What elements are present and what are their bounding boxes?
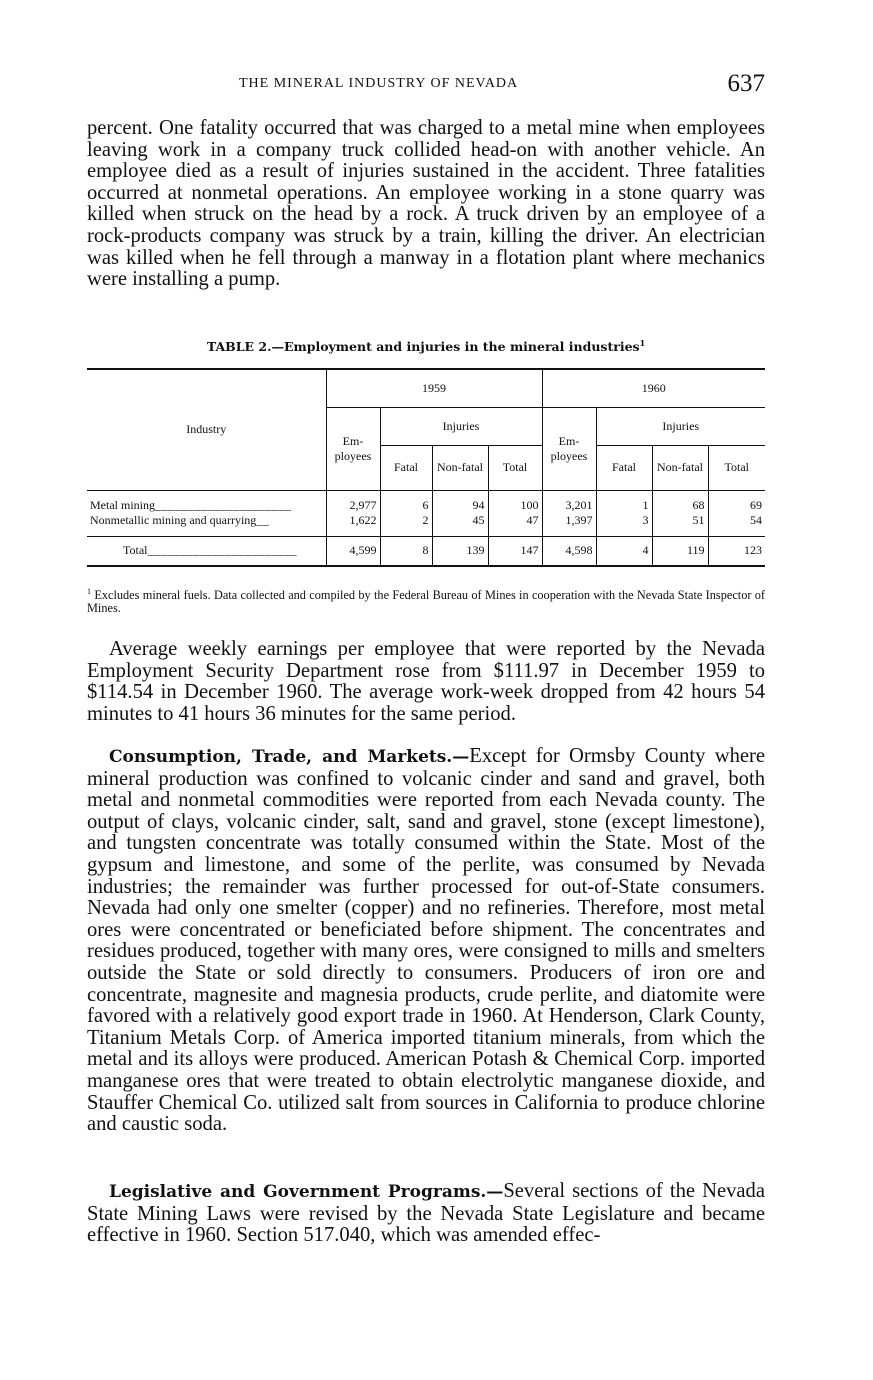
paragraph-consumption [87, 746, 765, 1136]
cell: 1,397 [542, 513, 596, 528]
cell: 2 [380, 513, 432, 528]
table-row-total [87, 536, 765, 566]
cell: 68 [652, 498, 708, 513]
cell: 94 [432, 498, 488, 513]
header-injuries-1959: Injuries [380, 407, 542, 445]
cell: 139 [432, 536, 488, 566]
header-total-1959: Total [488, 445, 542, 490]
table-footnote [87, 586, 765, 614]
row-label: Metal mining_____________________ [90, 498, 292, 512]
header-total-1960: Total [708, 445, 765, 490]
running-head: THE MINERAL INDUSTRY OF NEVADA [239, 76, 519, 91]
header-employees-1959: Em-ployees [326, 407, 380, 490]
section-heading-legislative: Legislative and Government Programs.— [109, 1182, 504, 1202]
page-number: 637 [727, 70, 765, 97]
paragraph-legislative [87, 1181, 765, 1247]
cell: 45 [432, 513, 488, 528]
page-header [87, 70, 765, 100]
cell: 8 [380, 536, 432, 566]
footnote-text: Excludes mineral fuels. Data collected and compiled by the Federal Bureau of Mines in cooperation with the Nevada State Inspector of Mines. [87, 588, 766, 615]
cell: 47 [488, 513, 542, 528]
table-title-text: TABLE 2.—Employment and injuries in the mineral industries [206, 339, 640, 355]
cell: 4,598 [542, 536, 596, 566]
cell: 4,599 [326, 536, 380, 566]
cell: 51 [652, 513, 708, 528]
table-row-metal-mining [87, 498, 765, 513]
cell: 119 [652, 536, 708, 566]
paragraph-fatalities: percent. One fatality occurred that was charged to a metal mine when employees leaving work in a company truck collided head-on with another vehicle. An employee died as a result of injuries sustained in the accident. Three fatalities occurred at nonmetal operations. An employee working in a stone quarry was killed when struck on the head by a rock. A truck driven by an employee of a rock-products company was struck by a train, killing the driver. An electrician was killed when he fell through a manway in a flotation plant where mechanics were installing a pump. [87, 117, 765, 291]
header-fatal-1960: Fatal [596, 445, 652, 490]
header-fatal-1959: Fatal [380, 445, 432, 490]
table-title-footnote-mark: 1 [639, 338, 646, 348]
employment-injuries-table [87, 368, 765, 567]
footnote-mark: 1 [87, 587, 91, 596]
paragraph-consumption-text: Except for Ormsby County where mineral production was confined to volcanic cinder and sand and gravel, both metal and nonmetal commodities were reported from each Nevada county. The output of clays, volcanic cinder, salt, sand and gravel, stone (except limestone), and tungsten concentrate was totally consumed within the State. Most of the gypsum and limestone, and some of the perlite, was consumed by Nevada industries; the remainder was further processed for out-of-State consumers. Nevada had only one smelter (copper) and no refineries. Therefore, most metal ores were concentrated or beneficiated before shipment. The concentrates and residues produced, together with many ores, were consigned to mills and smelters outside the State or sold directly to consumers. Producers of iron ore and concentrate, magnesite and magnesia products, crude perlite, and diatomite were favored with a relatively good export trade in 1960. At Henderson, Clark County, Titanium Metals Corp. of America imported titanium minerals, from which the metal and its alloys were produced. American Potash & Chemical Corp. imported manganese ores that were treated to obtain electrolytic manganese dioxide, and Stauffer Chemical Co. utilized salt from sources in California to produce chlorine and caustic soda. [87, 745, 766, 1136]
header-nonfatal-1960: Non-fatal [652, 445, 708, 490]
cell: 6 [380, 498, 432, 513]
paragraph-legislative-text: Several sections of the Nevada State Mining Laws were revised by the Nevada State Legislature and became effective in 1960. Section 517.040, which was amended effec- [87, 1180, 765, 1247]
cell: 123 [708, 536, 765, 566]
row-label: Total_______________________ [123, 543, 297, 558]
cell: 1 [596, 498, 652, 513]
table-title [87, 338, 765, 354]
cell: 54 [708, 513, 765, 528]
cell: 69 [708, 498, 765, 513]
header-year-1960: 1960 [542, 369, 765, 407]
table-row-nonmetallic [87, 513, 765, 528]
cell: 2,977 [326, 498, 380, 513]
cell: 1,622 [326, 513, 380, 528]
header-year-1959: 1959 [326, 369, 542, 407]
cell: 100 [488, 498, 542, 513]
section-heading-consumption: Consumption, Trade, and Markets.— [109, 747, 470, 767]
paragraph-earnings: Average weekly earnings per employee that were reported by the Nevada Employment Security Department rose from $111.97 in December 1959 to $114.54 in December 1960. The average work-week dropped from 42 hours 54 minutes to 41 hours 36 minutes for the same period. [87, 638, 765, 725]
cell: 3,201 [542, 498, 596, 513]
cell: 4 [596, 536, 652, 566]
header-nonfatal-1959: Non-fatal [432, 445, 488, 490]
header-employees-1960: Em-ployees [542, 407, 596, 490]
header-industry: Industry [87, 369, 326, 490]
cell: 3 [596, 513, 652, 528]
cell: 147 [488, 536, 542, 566]
header-injuries-1960: Injuries [596, 407, 765, 445]
row-label: Nonmetallic mining and quarrying__ [90, 513, 270, 527]
